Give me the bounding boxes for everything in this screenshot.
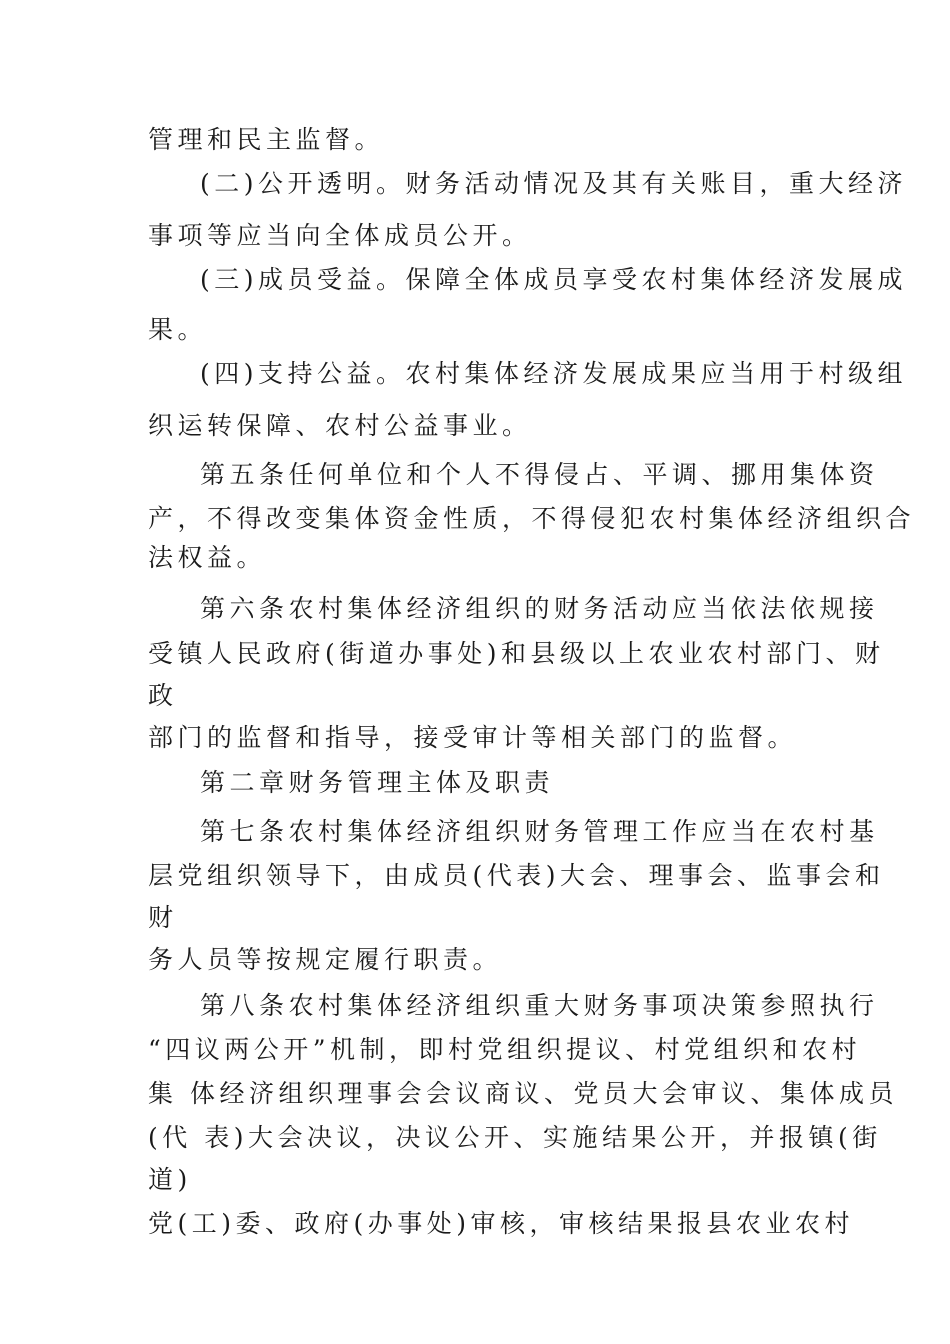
- text-line: (四)支持公益。农村集体经济发展成果应当用于村级组: [200, 359, 908, 388]
- text-line: 务人员等按规定履行职责。: [148, 945, 503, 974]
- text-line: 管理和民主监督。: [148, 125, 385, 154]
- text-line: 第八条农村集体经济组织重大财务事项决策参照执行: [200, 991, 879, 1020]
- text-line: 道): [148, 1165, 192, 1194]
- text-line: “四议两公开”机制，即村党组织提议、村党组织和农村: [148, 1035, 862, 1064]
- text-line: 第七条农村集体经济组织财务管理工作应当在农村基: [200, 817, 879, 846]
- text-line: 政: [148, 681, 178, 710]
- text-line: (二)公开透明。财务活动情况及其有关账目，重大经济: [200, 169, 908, 198]
- text-line: 受镇人民政府(街道办事处)和县级以上农业农村部门、财: [148, 639, 885, 668]
- text-line: 财: [148, 903, 178, 932]
- text-line: 党(工)委、政府(办事处)审核，审核结果报县农业农村: [148, 1209, 855, 1238]
- text-line: 集 体经济组织理事会会议商议、党员大会审议、集体成员: [148, 1079, 898, 1108]
- text-line: 法权益。: [148, 543, 267, 572]
- text-line: 部门的监督和指导，接受审计等相关部门的监督。: [148, 723, 798, 752]
- text-line: 产，不得改变集体资金性质，不得侵犯农村集体经济组织合: [148, 504, 916, 533]
- text-line: 第六条农村集体经济组织的财务活动应当依法依规接: [200, 594, 879, 623]
- text-line: 事项等应当向全体成员公开。: [148, 221, 532, 250]
- text-line: 织运转保障、农村公益事业。: [148, 411, 532, 440]
- section-heading: 第二章财务管理主体及职责: [200, 768, 555, 797]
- text-line: 层党组织领导下，由成员(代表)大会、理事会、监事会和: [148, 861, 885, 890]
- text-line: 第五条任何单位和个人不得侵占、平调、挪用集体资: [200, 460, 879, 489]
- text-line: (三)成员受益。保障全体成员享受农村集体经济发展成: [200, 265, 908, 294]
- text-line: (代 表)大会决议，决议公开、实施结果公开，并报镇(街: [148, 1123, 882, 1152]
- text-line: 果。: [148, 315, 208, 344]
